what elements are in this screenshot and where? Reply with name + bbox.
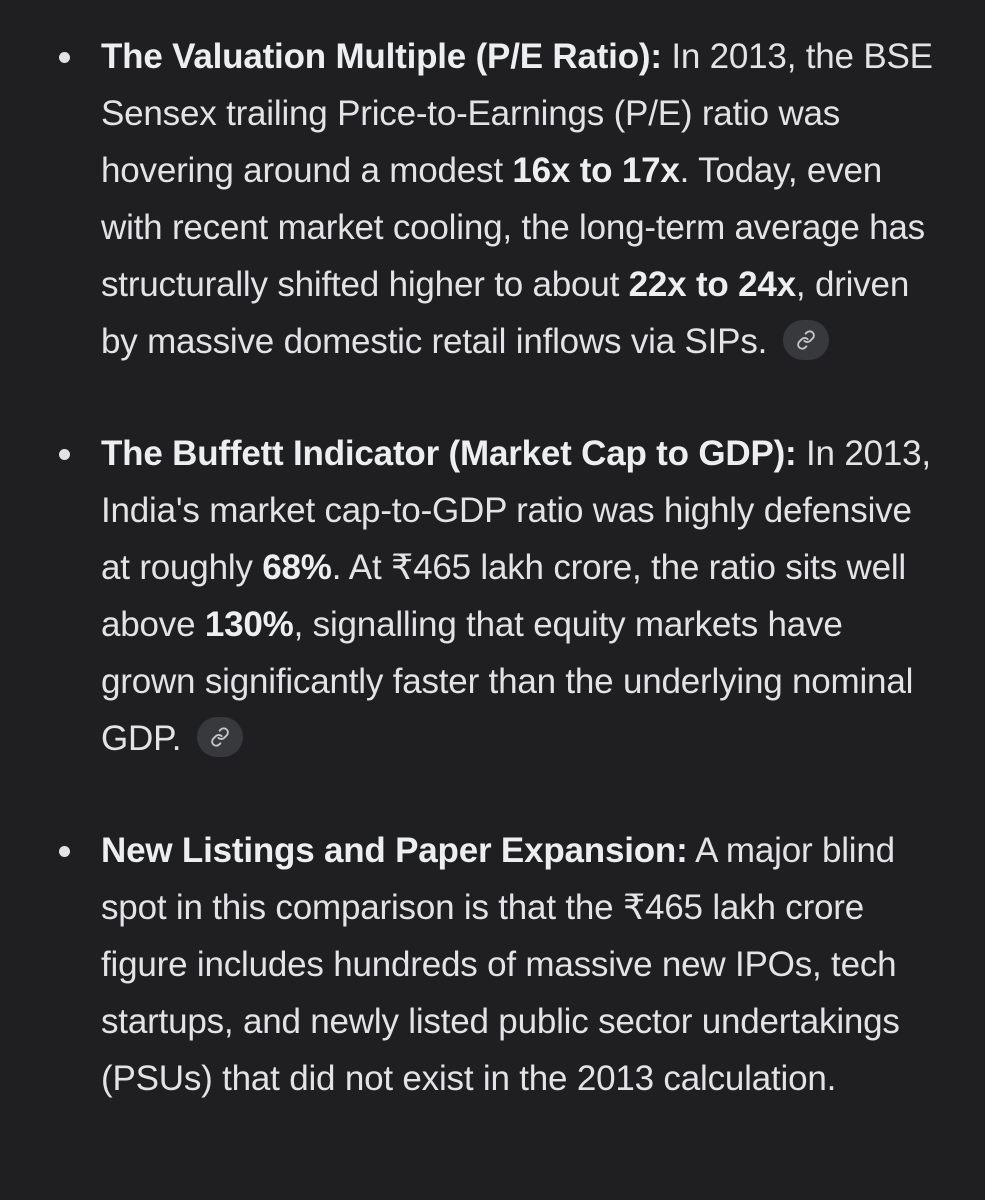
link-icon bbox=[796, 330, 816, 350]
bullet-dot bbox=[59, 52, 70, 63]
bullet-text: In 2013, India's market cap-to-GDP ratio was highly defensive at roughly bbox=[101, 434, 931, 587]
bullet-highlight: 16x to 17x bbox=[512, 151, 680, 190]
bullet-highlight: 130% bbox=[204, 605, 294, 644]
bullet-text: . Today, even with recent market cooling, the long-term average has structurally shifted higher to about bbox=[101, 151, 925, 304]
bullet-heading: The Buffett Indicator (Market Cap to GDP): bbox=[101, 434, 797, 473]
bullet-dot bbox=[59, 846, 70, 857]
link-icon bbox=[210, 727, 230, 747]
bullet-highlight: 68% bbox=[262, 548, 332, 587]
bullet-highlight: 22x to 24x bbox=[628, 265, 796, 304]
bullet-text: , signalling that equity markets have grown significantly faster than the underlying nominal GDP. bbox=[101, 605, 914, 758]
source-link-button[interactable] bbox=[783, 320, 829, 360]
bullet-item-buffett-indicator bbox=[0, 425, 945, 767]
bullet-item-pe-ratio bbox=[0, 28, 945, 370]
bullet-item-new-listings bbox=[0, 822, 945, 1107]
bullet-text: A major blind spot in this comparison is that the ₹465 lakh crore figure includes hundreds of massive new IPOs, tech startups, and newly listed public sector undertakings (PSUs) that did not exist in the 2013 calculation. bbox=[101, 831, 900, 1098]
bullet-text: In 2013, the BSE Sensex trailing Price-to-Earnings (P/E) ratio was hovering around a modest bbox=[101, 37, 933, 190]
bullet-text: . At ₹465 lakh crore, the ratio sits well above bbox=[101, 548, 907, 644]
bullet-text: , driven by massive domestic retail inflows via SIPs. bbox=[101, 265, 910, 361]
bullet-heading: The Valuation Multiple (P/E Ratio): bbox=[101, 37, 662, 76]
bullet-list bbox=[0, 28, 945, 1107]
bullet-heading: New Listings and Paper Expansion: bbox=[101, 831, 688, 870]
bullet-dot bbox=[59, 449, 70, 460]
source-link-button[interactable] bbox=[197, 717, 243, 757]
